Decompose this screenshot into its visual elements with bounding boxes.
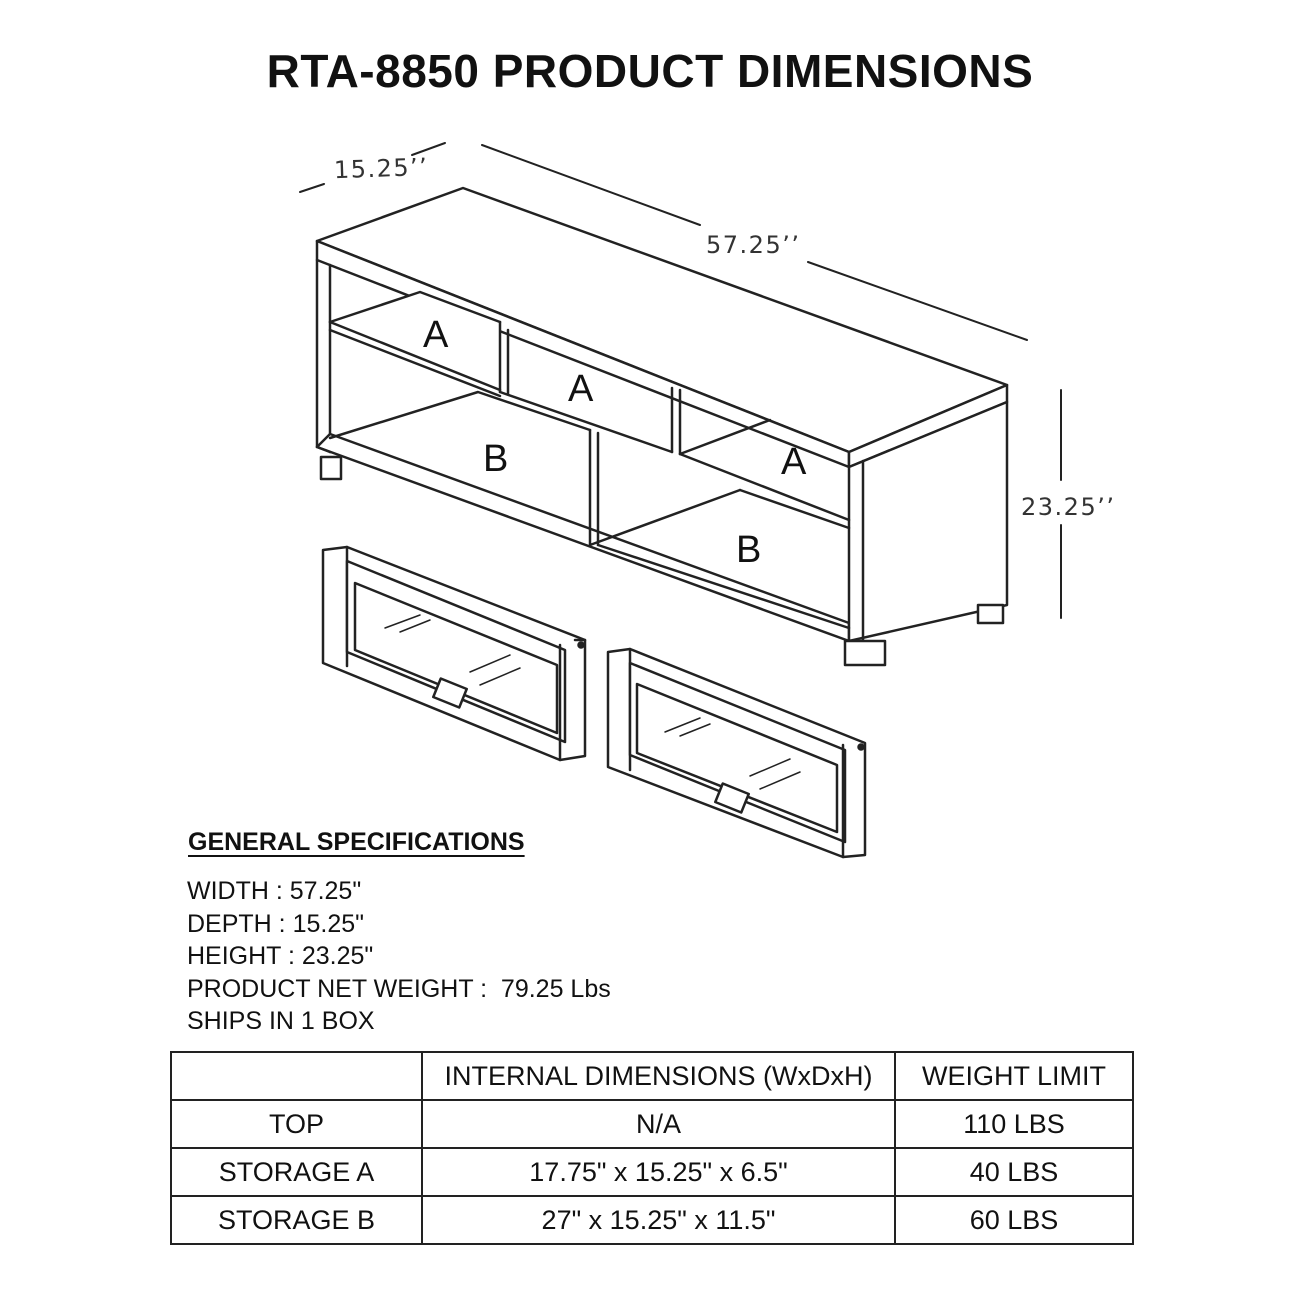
door-left	[323, 547, 585, 760]
door-right	[608, 649, 865, 857]
compartment-a-label-left: A	[423, 314, 449, 356]
specifications-list	[187, 875, 611, 1038]
compartment-b-label-left: B	[483, 438, 509, 480]
table-cell: 40 LBS	[895, 1148, 1133, 1196]
compartment-a-label-middle: A	[568, 368, 594, 410]
spec-boxes: SHIPS IN 1 BOX	[187, 1007, 375, 1035]
width-dimension-label: 57.25’’	[706, 231, 801, 259]
page-title: RTA-8850 PRODUCT DIMENSIONS	[266, 45, 1034, 97]
internal-dimensions-table	[170, 1051, 1134, 1245]
spec-width: WIDTH : 57.25"	[187, 877, 362, 905]
table-cell: STORAGE A	[171, 1148, 422, 1196]
height-dimension-label: 23.25’’	[1021, 493, 1116, 521]
specifications-heading: GENERAL SPECIFICATIONS	[188, 828, 525, 856]
table-header-cell	[171, 1052, 422, 1100]
table-header-cell: WEIGHT LIMIT	[895, 1052, 1133, 1100]
compartment-a-label-right: A	[781, 441, 807, 483]
table-cell: TOP	[171, 1100, 422, 1148]
table-cell: 27" x 15.25" x 11.5"	[422, 1196, 895, 1244]
table-header-row	[171, 1052, 1133, 1100]
table-row	[171, 1196, 1133, 1244]
table-cell: 60 LBS	[895, 1196, 1133, 1244]
table-header-cell: INTERNAL DIMENSIONS (WxDxH)	[422, 1052, 895, 1100]
table-cell: 17.75" x 15.25" x 6.5"	[422, 1148, 895, 1196]
compartment-b-label-right: B	[736, 529, 762, 571]
spec-weight: PRODUCT NET WEIGHT : 79.25 Lbs	[187, 974, 611, 1003]
table-cell: N/A	[422, 1100, 895, 1148]
table-row	[171, 1148, 1133, 1196]
depth-dimension-label: 15.25’’	[333, 152, 429, 185]
spec-height: HEIGHT : 23.25"	[187, 942, 374, 970]
table-cell: STORAGE B	[171, 1196, 422, 1244]
spec-depth: DEPTH : 15.25"	[187, 909, 365, 938]
table-cell: 110 LBS	[895, 1100, 1133, 1148]
table-row	[171, 1100, 1133, 1148]
